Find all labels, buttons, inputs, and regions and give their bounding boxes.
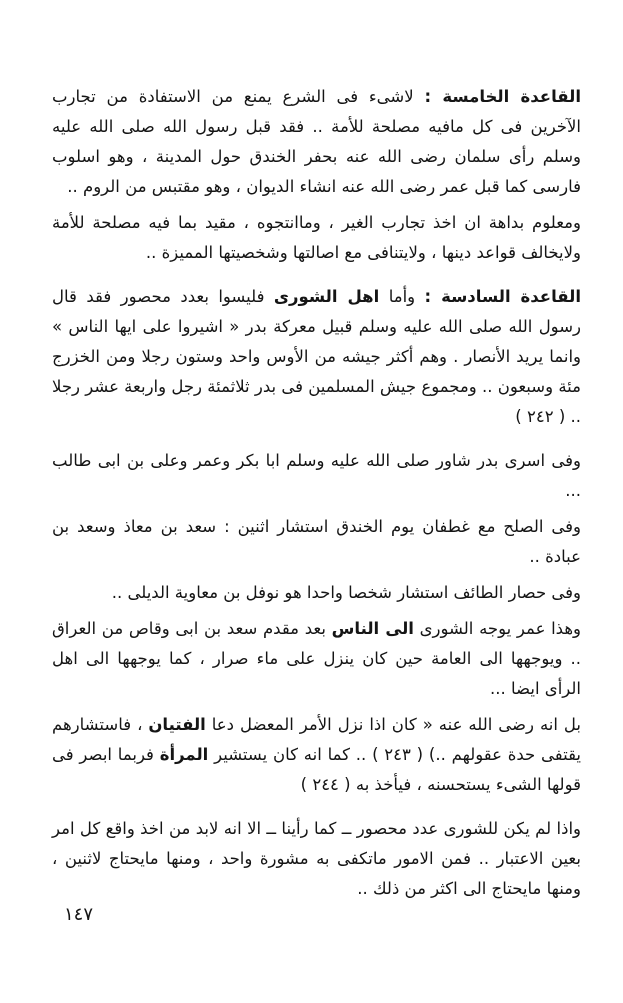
rule-six-heading: القاعدة السادسة : bbox=[424, 287, 581, 306]
umar-shura-emphasis: الى الناس bbox=[331, 619, 414, 638]
paragraph-taif-siege bbox=[52, 578, 581, 608]
paragraph-badr-captives bbox=[52, 446, 581, 506]
paragraph-shura-number bbox=[52, 814, 581, 904]
shura-number-text: واذا لم يكن للشورى عدد محصور ــ كما رأينا ــ الا انه لابد من اخذ واقع كل امر بعين الاعتبار .. فمن الامور ماتكفى به مشورة واحد ، ومنها مايحتاج لاثنين ، ومنها مايحتاج الى اكثر من ذلك .. bbox=[52, 819, 581, 898]
rule-five-heading: القاعدة الخامسة : bbox=[424, 87, 581, 106]
women-emphasis: المرأة bbox=[159, 745, 209, 764]
youth-emphasis: الفتيان bbox=[148, 715, 206, 734]
taif-siege-text: وفى حصار الطائف استشار شخصا واحدا هو نوفل بن معاوية الديلى .. bbox=[111, 583, 581, 602]
youth-women-text-c: فربما ابصر فى قولها الشىء يستحسنه ، فيأخذ به ( ٢٤٤ ) bbox=[52, 745, 581, 794]
rule-six-text-b: فليسوا بعدد محصور فقد قال رسول الله صلى الله عليه وسلم قبيل معركة بدر « اشيروا على ايها الناس » وانما يريد الأنصار . وهم أكثر جيشه من الأوس واحد وستون رجلا ومن الخزرج مئة وسبعون .. ومجموع جيش المسلمين فى بدر ثلاثمئة رجل واربعة عشر رجلا .. ( ٢٤٢ ) bbox=[52, 287, 581, 426]
paragraph-rule-five bbox=[52, 82, 581, 202]
paragraph-rule-six bbox=[52, 282, 581, 432]
paragraph-umar-shura bbox=[52, 614, 581, 704]
badr-captives-text: وفى اسرى بدر شاور صلى الله عليه وسلم ابا بكر وعمر وعلى بن ابى طالب ... bbox=[52, 451, 581, 500]
youth-women-text-b: ، فاستشارهم يقتفى حدة عقولهم ..) ( ٢٤٣ ) .. كما انه كان يستشير bbox=[52, 715, 582, 764]
umar-shura-text-b: بعد مقدم سعد بن ابى وقاص من العراق .. ويوجهها الى العامة حين كان ينزل على ماء صرار ، كما يوجهها الى اهل الرأى ايضا ... bbox=[52, 619, 581, 698]
rule-six-text-a: وأما bbox=[388, 287, 416, 306]
ghatafan-truce-text: وفى الصلح مع غطفان يوم الخندق استشار اثنين : سعد بن معاذ وسعد بن عبادة .. bbox=[52, 517, 581, 566]
page-number: ١٤٧ bbox=[64, 904, 94, 925]
paragraph-common-knowledge bbox=[52, 208, 581, 268]
paragraph-ghatafan-truce bbox=[52, 512, 581, 572]
paragraph-youth-and-women bbox=[52, 710, 581, 800]
rule-five-text: لاشىء فى الشرع يمنع من الاستفادة من تجارب الآخرين فى كل مافيه مصلحة للأمة .. فقد قبل رسول الله صلى الله عليه وسلم رأى سلمان رضى الله عنه بحفر الخندق حول المدينة ، وهو اسلوب فارسى كما قبل عمر رضى الله عنه انشاء الديوان ، وهو مقتبس من الروم .. bbox=[52, 87, 581, 196]
common-knowledge-text: ومعلوم بداهة ان اخذ تجارب الغير ، وماانتجوه ، مقيد بما فيه مصلحة للأمة ولايخالف قواعد دينها ، ولايتنافى مع اصالتها وشخصيتها المميزة .. bbox=[52, 213, 581, 262]
umar-shura-text-a: وهذا عمر يوجه الشورى bbox=[419, 619, 582, 638]
rule-six-emphasis: اهل الشورى bbox=[273, 287, 380, 306]
youth-women-text-a: بل انه رضى الله عنه « كان اذا نزل الأمر المعضل دعا bbox=[211, 715, 581, 734]
